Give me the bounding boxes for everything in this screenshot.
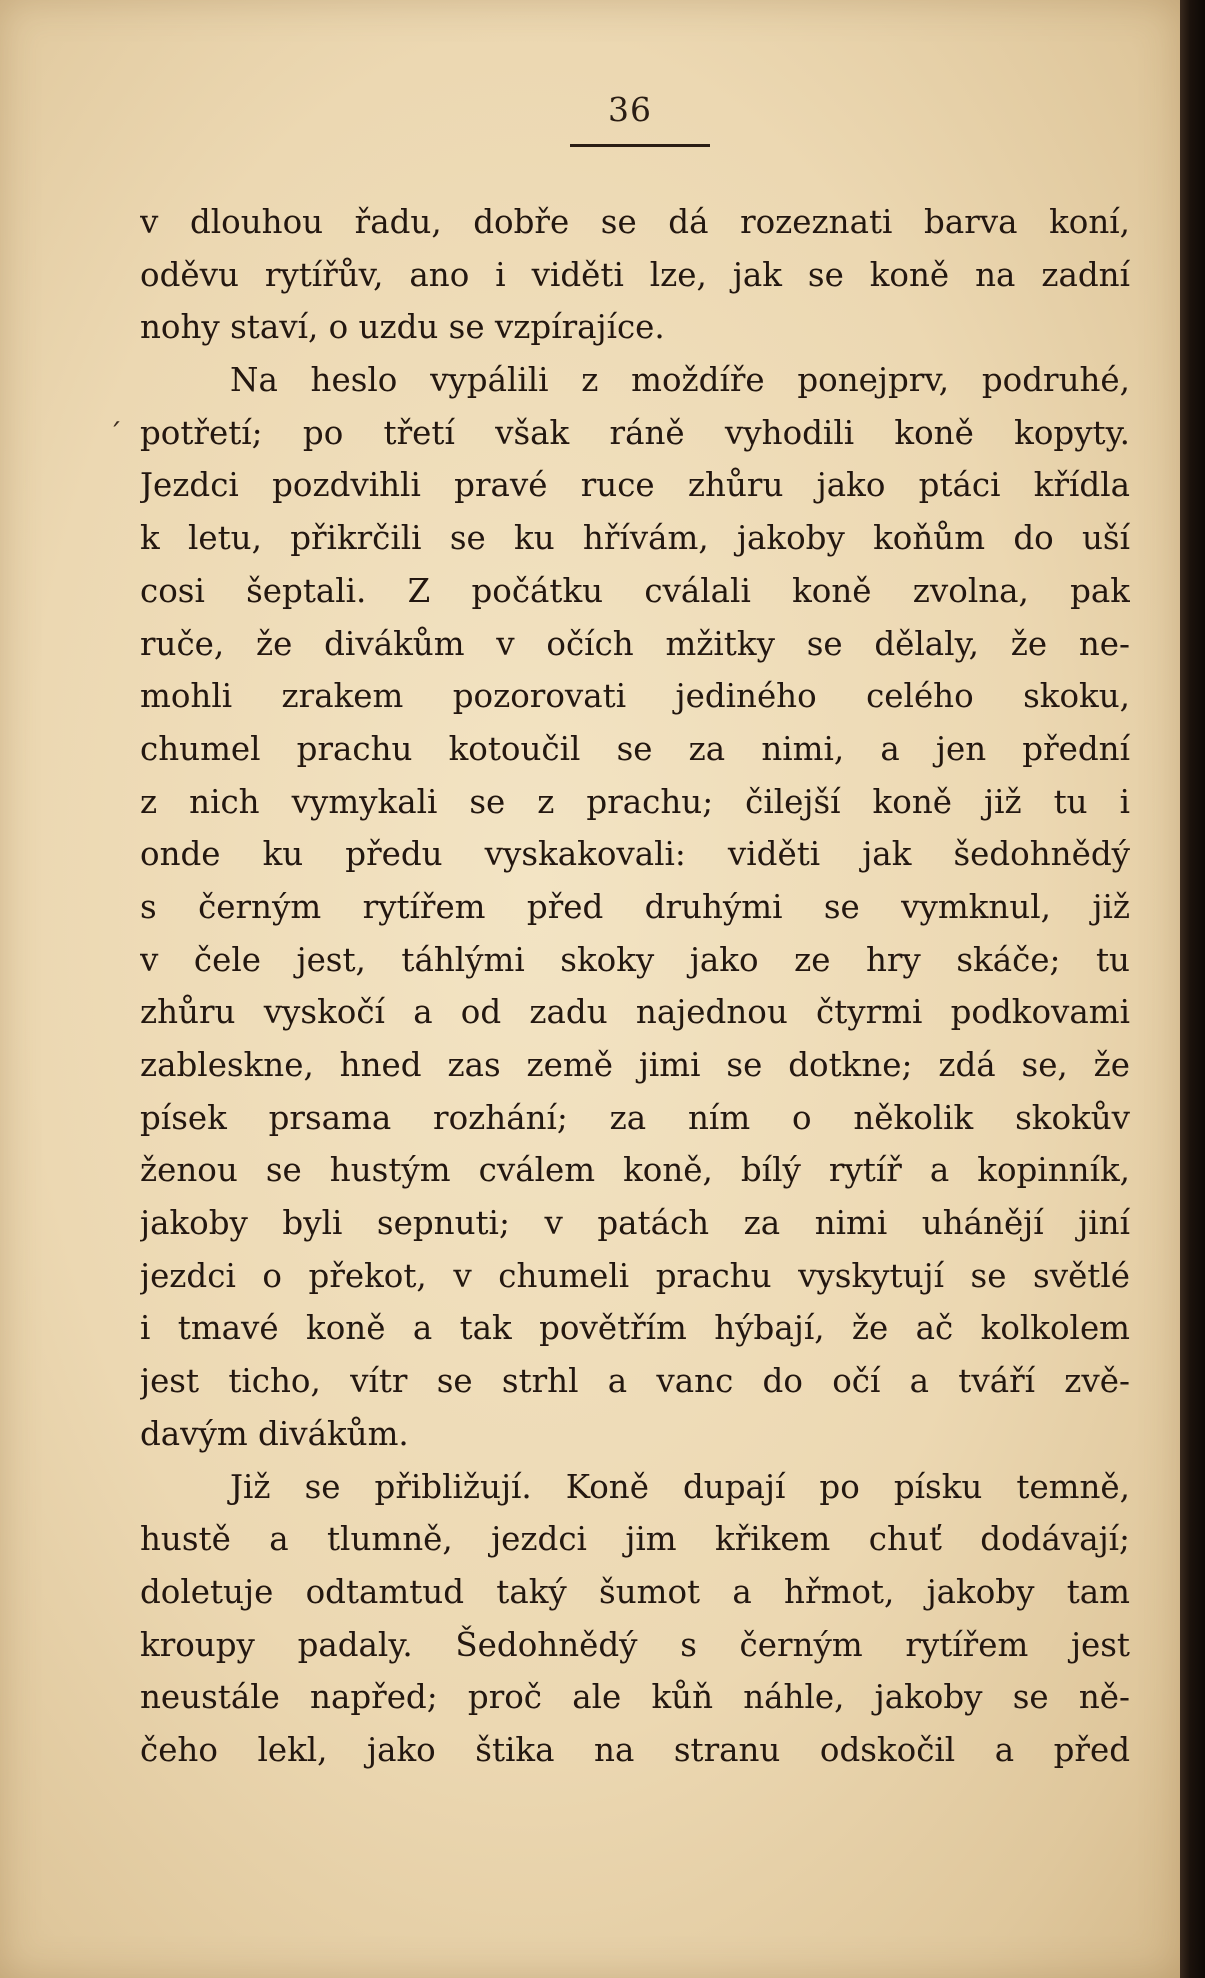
text-line: jakoby byli sepnuti; v patách za nimi uhánějí jiní [140,1204,1130,1243]
text-line: Již se přibližují. Koně dupají po písku temně, [230,1467,1130,1506]
text-line: neustále napřed; proč ale kůň náhle, jakoby se ně- [140,1678,1130,1717]
text-line: hustě a tlumně, jezdci jim křikem chuť dodávají; [140,1520,1130,1559]
text-line: ženou se hustým cválem koně, bílý rytíř a kopinník, [140,1151,1130,1190]
text-line: v dlouhou řadu, dobře se dá rozeznati barva koní, [140,203,1130,241]
text-line: písek prsama rozhání; za ním o několik skokův [140,1098,1130,1137]
text-line: i tmavé koně a tak povětřím hýbají, že ač kolkolem [140,1309,1130,1348]
text-line: cosi šeptali. Z počátku cválali koně zvolna, pak [140,571,1130,610]
text-line: Na heslo vypálili z moždíře ponejprv, podruhé, [230,361,1130,400]
text-line: k letu, přikrčili se ku hřívám, jakoby koňům do uší [140,519,1130,558]
text-line: v čele jest, táhlými skoky jako ze hry skáče; tu [140,940,1130,979]
book-spine [1180,0,1205,1978]
page-number: 36 [608,90,652,129]
header-rule [570,144,710,147]
text-line: kroupy padaly. Šedohnědý s černým rytířem jest [140,1625,1130,1664]
text-line: z nich vymykali se z prachu; čilejší koně již tu i [140,782,1130,821]
text-line: zhůru vyskočí a od zadu najednou čtyrmi podkovami [140,993,1130,1032]
text-line: jezdci o překot, v chumeli prachu vyskytují se světlé [140,1256,1130,1295]
text-line: davým divákům. [140,1414,409,1453]
text-line: potřetí; po třetí však ráně vyhodili koně kopyty. [140,413,1130,452]
text-line: s černým rytířem před druhými se vymknul, již [140,887,1130,926]
text-line: ruče, že divákům v očích mžitky se dělaly, že ne- [140,624,1130,663]
text-line: nohy staví, o uzdu se vzpírajíce. [140,308,665,347]
text-line: čeho lekl, jako štika na stranu odskočil a před [140,1730,1130,1769]
text-line: jest ticho, vítr se strhl a vanc do očí a tváří zvě- [140,1362,1130,1401]
margin-mark: ˊ [108,418,122,451]
text-line: chumel prachu kotoučil se za nimi, a jen přední [140,729,1130,768]
text-line: zableskne, hned zas země jimi se dotkne; zdá se, že [140,1046,1130,1084]
text-line: doletuje odtamtud taký šumot a hřmot, jakoby tam [140,1572,1130,1611]
text-line: oděvu rytířův, ano i viděti lze, jak se koně na zadní [140,255,1130,294]
text-line: mohli zrakem pozorovati jediného celého skoku, [140,677,1130,716]
text-line: Jezdci pozdvihli pravé ruce zhůru jako ptáci křídla [140,466,1130,505]
text-line: onde ku předu vyskakovali: viděti jak šedohnědý [140,835,1130,874]
body-text [140,196,1130,1777]
